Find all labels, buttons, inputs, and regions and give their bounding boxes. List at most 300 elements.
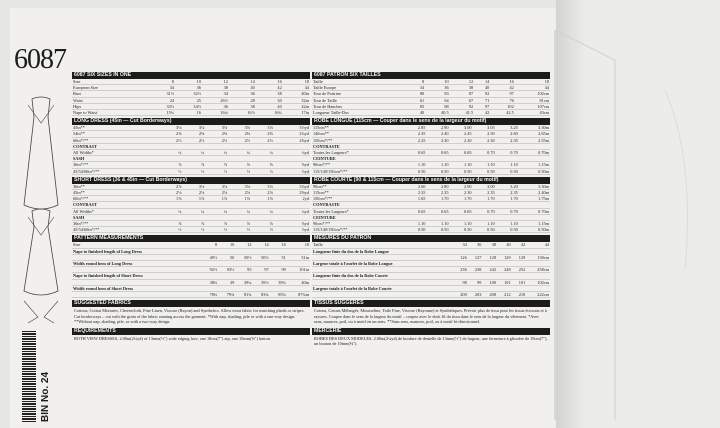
- table-cell: 45/54/60in*/**: [72, 227, 160, 233]
- requirements-text: BOTH VIEW DRESSES, 2.00m(2¼yd) of 13mm(½") wide edging lace, one 18cm(7") zip, one 10mm(⅜") button.: [74, 335, 272, 341]
- table-cell: CEINTURE: [312, 156, 403, 162]
- table-cell: 32in: [283, 97, 310, 103]
- table-cell: 92: [474, 91, 490, 97]
- table-cell: ¼: [182, 150, 205, 156]
- table-cell: 107cm: [515, 103, 550, 109]
- table-cell: Taille: [312, 79, 409, 85]
- table-cell: 64: [425, 97, 449, 103]
- table-cell: 1⅞: [251, 196, 274, 202]
- table-cell: Width round hem of Long Dress: [72, 261, 201, 267]
- table-cell: 43cm: [515, 110, 550, 116]
- table-cell: 0.70: [473, 208, 496, 214]
- table-cell: Toutes les Largeurs*: [312, 150, 403, 156]
- table-cell: 44: [526, 242, 550, 248]
- table-cell: ⅞yd: [274, 221, 310, 227]
- table-cell: 0.65: [449, 150, 472, 156]
- table-cell: 203: [468, 292, 483, 298]
- table-cell: Tour de Hanches: [312, 103, 409, 109]
- table-cell: 60in*/**: [72, 196, 160, 202]
- table-cell: 0.50m: [519, 168, 550, 174]
- short-dress-table: [72, 184, 310, 234]
- long-dress-title: ROBE LONGUE (115cm — Couper dans le sens de la largeur du motif): [312, 118, 550, 125]
- table-cell: ¼: [251, 208, 274, 214]
- table-cell: 2⅜: [251, 131, 274, 137]
- table-row: [72, 110, 310, 116]
- table-cell: 102cm: [526, 279, 550, 285]
- table-cell: 150cm*/**: [312, 196, 403, 202]
- table-cell: 41.5: [450, 110, 474, 116]
- table-cell: 8: [148, 79, 175, 85]
- table-cell: 2.25: [403, 137, 426, 143]
- table-cell: 16¾: [256, 110, 283, 116]
- table-cell: 258cm: [526, 267, 550, 273]
- table-cell: 10: [218, 242, 235, 248]
- table-cell: 2.35: [403, 190, 426, 196]
- table-cell: 36in*/**: [72, 221, 160, 227]
- table-cell: 0.70: [496, 150, 519, 156]
- table-cell: 16: [256, 79, 283, 85]
- table-cell: ½yd: [274, 168, 310, 174]
- table-cell: 38: [256, 91, 283, 97]
- table-cell: 3⅛: [205, 125, 228, 131]
- table-cell: 1⅞: [205, 196, 228, 202]
- barcode: [22, 330, 36, 422]
- table-cell: ½: [205, 168, 228, 174]
- table-cell: 2.90: [449, 184, 472, 190]
- table-cell: 2½: [182, 137, 205, 143]
- table-cell: 87¾in: [287, 292, 310, 298]
- table-cell: 2.50: [473, 131, 496, 137]
- table-cell: 0.50: [426, 168, 449, 174]
- table-cell: 10: [175, 79, 202, 85]
- table-cell: 61: [409, 97, 425, 103]
- dress-back-view-sketches: [18, 95, 64, 325]
- table-cell: ⅞: [160, 162, 183, 168]
- table-cell: 38: [450, 85, 474, 91]
- table-cell: 50: [218, 254, 235, 260]
- table-cell: 0.65: [403, 208, 426, 214]
- table-cell: 128: [482, 254, 497, 260]
- table-cell: 115cm**: [312, 125, 403, 131]
- table-cell: 40.5: [425, 110, 449, 116]
- table-cell: 0.50: [473, 227, 496, 233]
- table-cell: 1.15m: [519, 162, 550, 168]
- table-cell: 50½: [252, 254, 269, 260]
- table-cell: 34: [453, 242, 468, 248]
- table-cell: 51: [270, 254, 287, 260]
- table-cell: 97: [474, 103, 490, 109]
- table-cell: 3⅛: [160, 125, 183, 131]
- table-cell: 0.65: [403, 150, 426, 156]
- table-cell: Largeur totale à l'ourlet de la Robe Courte: [312, 285, 453, 291]
- table-cell: 2½: [160, 137, 183, 143]
- table-cell: 2⅝yd: [274, 137, 310, 143]
- table-cell: 14: [252, 242, 269, 248]
- table-cell: 3⅛: [251, 125, 274, 131]
- table-cell: CONTRASTE: [312, 202, 403, 208]
- table-cell: 14: [474, 79, 490, 85]
- table-cell: 129: [512, 254, 527, 260]
- table-cell: 2.60: [496, 131, 519, 137]
- table-cell: CONTRASTE: [312, 143, 403, 149]
- long-dress-table: [312, 125, 550, 175]
- table-cell: 83¾: [252, 292, 269, 298]
- table-cell: ½yd: [274, 227, 310, 233]
- table-cell: 99: [270, 267, 287, 273]
- table-cell: 2½: [205, 137, 228, 143]
- measurements-table: [312, 242, 550, 298]
- table-cell: 1.70: [449, 196, 472, 202]
- table-cell: 0.50m: [519, 227, 550, 233]
- table-cell: 92½: [201, 267, 218, 273]
- table-cell: 34: [409, 85, 425, 91]
- table-cell: Largeur totale à l'ourlet de la Robe Longue: [312, 261, 453, 267]
- table-cell: 0.65: [426, 208, 449, 214]
- table-row: [312, 227, 550, 233]
- table-cell: 78¾: [201, 292, 218, 298]
- table-cell: 42.5: [490, 110, 514, 116]
- table-cell: 3½yd: [274, 125, 310, 131]
- table-cell: 208: [482, 292, 497, 298]
- table-cell: 36: [425, 85, 449, 91]
- fabrics-text: Cotons, Cotons Mélangés, Mousseline, Toile Fine, Viscose (Rayonne) et Synthétiques. Prévoir plus de tissu pour les tissus écossais et à rayures. Coupez dans le sens de la largeur du motif – coupez avec le droit fil du tissu dans le sens de la largeur du vêtement. *Avec sens, nuances, poil, ou à motif en un sens. **Sans sens, nuances, poil, ou à motif bi-directionnel.: [314, 308, 547, 325]
- table-cell: ⅞: [251, 221, 274, 227]
- table-cell: 16: [270, 242, 287, 248]
- table-cell: Waist: [72, 97, 148, 103]
- table-cell: 98: [453, 279, 468, 285]
- table-cell: 18: [283, 79, 310, 85]
- table-cell: 248: [497, 267, 512, 273]
- table-cell: 45/54/60in*/**: [72, 168, 160, 174]
- table-cell: ¼: [228, 208, 251, 214]
- table-cell: 1.15m: [519, 221, 550, 227]
- table-cell: 126: [453, 254, 468, 260]
- sizes-title: 6087 PATRON SIX TAILLES: [312, 72, 550, 79]
- table-cell: 3⅛yd: [274, 184, 310, 190]
- table-cell: Tour de Taille: [312, 97, 409, 103]
- table-cell: 50½: [235, 254, 252, 260]
- table-cell: 2.65m: [519, 131, 550, 137]
- table-cell: 36: [175, 85, 202, 91]
- table-cell: 16½: [229, 110, 256, 116]
- table-cell: 85: [409, 103, 425, 109]
- table-cell: 102cm: [515, 91, 550, 97]
- table-cell: 150cm*/**: [312, 137, 403, 143]
- table-cell: 93½: [218, 267, 235, 273]
- table-cell: 40in: [283, 91, 310, 97]
- table-cell: European Size: [72, 85, 148, 91]
- table-cell: 2⅜: [160, 131, 183, 137]
- table-cell: 36in*/**: [72, 162, 160, 168]
- table-cell: 2¾yd: [274, 131, 310, 137]
- table-cell: 36: [202, 103, 229, 109]
- table-cell: ½: [228, 227, 251, 233]
- table-cell: 12: [202, 79, 229, 85]
- table-cell: 0.70m: [519, 150, 550, 156]
- table-cell: Bust: [72, 91, 148, 97]
- table-cell: 83: [425, 91, 449, 97]
- table-cell: 30: [256, 97, 283, 103]
- table-cell: Taille Europe: [312, 85, 409, 91]
- table-cell: 0.65: [449, 208, 472, 214]
- fabrics-title: TISSUS SUGGERES: [312, 300, 550, 307]
- table-cell: 1⅞: [228, 196, 251, 202]
- table-cell: 90cm**: [312, 184, 403, 190]
- table-cell: ⅞yd: [274, 162, 310, 168]
- table-cell: 88: [425, 103, 449, 109]
- table-cell: 2⅛: [182, 190, 205, 196]
- table-cell: 85¾: [270, 292, 287, 298]
- table-cell: 2.40m: [519, 190, 550, 196]
- table-cell: 2.55m: [519, 137, 550, 143]
- envelope-fold-lines: [545, 30, 715, 420]
- table-cell: 130cm: [526, 254, 550, 260]
- table-cell: ¼: [205, 150, 228, 156]
- table-cell: ¼: [251, 150, 274, 156]
- table-cell: 2⅜: [182, 131, 205, 137]
- table-cell: 12: [450, 79, 474, 85]
- table-cell: 32½: [175, 91, 202, 97]
- table-cell: 218: [512, 292, 527, 298]
- table-cell: 3⅛: [228, 125, 251, 131]
- table-cell: 36: [229, 91, 256, 97]
- table-cell: 12: [235, 242, 252, 248]
- table-cell: ½: [251, 168, 274, 174]
- table-cell: ⅞: [251, 162, 274, 168]
- table-cell: ¼yd: [274, 208, 310, 214]
- sizes-table: [312, 79, 550, 116]
- table-cell: 80: [409, 91, 425, 97]
- table-cell: 1⅞: [160, 196, 183, 202]
- table-cell: ⅞: [160, 221, 183, 227]
- table-cell: 2⅛: [205, 190, 228, 196]
- table-cell: 8: [201, 242, 218, 248]
- table-cell: 2.30: [449, 190, 472, 196]
- table-cell: 18: [515, 79, 550, 85]
- table-cell: 0.50: [403, 168, 426, 174]
- table-cell: 44: [515, 85, 550, 91]
- table-cell: 2½: [228, 137, 251, 143]
- table-cell: 39½: [252, 279, 269, 285]
- table-cell: ¼: [205, 208, 228, 214]
- table-cell: 2.30: [449, 137, 472, 143]
- table-cell: Taille: [312, 242, 453, 248]
- table-cell: 3⅛: [205, 184, 228, 190]
- table-cell: 1.10: [449, 162, 472, 168]
- table-cell: 1.10: [496, 162, 519, 168]
- measurements-table: [72, 242, 310, 298]
- table-cell: 90cm*/**: [312, 162, 403, 168]
- table-cell: 24: [148, 97, 175, 103]
- short-dress-table: [312, 184, 550, 234]
- table-cell: 34: [202, 91, 229, 97]
- table-cell: 1⅞: [182, 196, 205, 202]
- table-cell: 238: [468, 267, 483, 273]
- table-cell: 3⅛: [182, 125, 205, 131]
- table-cell: Longueur Taille-Dos: [312, 110, 409, 116]
- table-cell: 2.85: [403, 125, 426, 131]
- table-cell: 90cm*/**: [312, 221, 403, 227]
- table-cell: ¼: [228, 150, 251, 156]
- bin-number: BIN No. 24: [40, 371, 51, 422]
- table-cell: ¼yd: [274, 150, 310, 156]
- table-cell: ⅞: [205, 162, 228, 168]
- table-cell: CONTRAST: [72, 202, 160, 208]
- table-cell: 3.30m: [519, 125, 550, 131]
- table-cell: 38: [229, 103, 256, 109]
- table-cell: 2½: [251, 137, 274, 143]
- table-cell: ½: [160, 168, 183, 174]
- table-cell: 2.30: [473, 137, 496, 143]
- table-cell: 2⅜: [228, 131, 251, 137]
- table-cell: CONTRAST: [72, 143, 160, 149]
- table-cell: ½: [205, 227, 228, 233]
- table-cell: [312, 292, 453, 298]
- table-cell: 2.35: [426, 190, 449, 196]
- table-cell: 79¾: [218, 292, 235, 298]
- table-cell: 1.10: [403, 221, 426, 227]
- table-cell: 16¼: [202, 110, 229, 116]
- table-cell: 1.10: [449, 221, 472, 227]
- table-cell: ⅞: [228, 221, 251, 227]
- table-cell: 36in**: [72, 184, 160, 190]
- table-cell: Tour de Poitrine: [312, 91, 409, 97]
- table-cell: 10: [425, 79, 449, 85]
- table-cell: 1.70: [426, 196, 449, 202]
- table-cell: 2.35: [496, 137, 519, 143]
- table-cell: 1.10: [473, 162, 496, 168]
- table-cell: 115/140/150cm*/**: [312, 227, 403, 233]
- table-cell: 51in: [287, 254, 310, 260]
- table-cell: 42: [512, 242, 527, 248]
- table-cell: 2.90: [426, 125, 449, 131]
- table-cell: 3⅛: [228, 184, 251, 190]
- table-cell: 0.70: [473, 150, 496, 156]
- table-cell: ¼: [182, 208, 205, 214]
- table-cell: Longueur finie du dos de la Robe Longue: [312, 248, 453, 254]
- table-cell: 45in**: [72, 125, 160, 131]
- table-cell: 26½: [202, 97, 229, 103]
- table-cell: 1.10: [426, 221, 449, 227]
- table-cell: 42: [256, 85, 283, 91]
- table-cell: 0.50: [496, 168, 519, 174]
- table-cell: 3.20: [496, 184, 519, 190]
- table-cell: 3.30m: [519, 184, 550, 190]
- table-cell: 34½: [175, 103, 202, 109]
- table-cell: 38: [482, 242, 497, 248]
- short-dress-title: ROBE COURTE (90 & 115cm — Couper dans le sens de la largeur du motif): [312, 177, 550, 184]
- table-cell: 15¾: [148, 110, 175, 116]
- table-cell: 42in: [283, 103, 310, 109]
- table-cell: 40: [497, 242, 512, 248]
- table-cell: 1.10: [473, 221, 496, 227]
- table-cell: 252: [512, 267, 527, 273]
- table-cell: 60in*/**: [72, 137, 160, 143]
- table-cell: 0.50: [449, 227, 472, 233]
- measurements-title: PATTERN MEASUREMENTS: [72, 235, 310, 242]
- table-cell: 42: [474, 110, 490, 116]
- table-cell: 2yd: [274, 196, 310, 202]
- table-cell: 99: [468, 279, 483, 285]
- table-cell: 44: [283, 85, 310, 91]
- table-row: [72, 227, 310, 233]
- table-cell: 101in: [287, 267, 310, 273]
- table-cell: Toutes les Largeurs*: [312, 208, 403, 214]
- table-cell: 2.35: [473, 190, 496, 196]
- english-column: [72, 70, 310, 342]
- table-row: [72, 168, 310, 174]
- table-cell: 76: [490, 97, 514, 103]
- table-cell: 1.70: [473, 196, 496, 202]
- table-cell: 3⅛: [182, 184, 205, 190]
- table-cell: 45in**: [72, 190, 160, 196]
- french-column: [312, 70, 550, 347]
- table-cell: 2.35: [496, 190, 519, 196]
- table-cell: 67: [450, 97, 474, 103]
- table-cell: 95: [235, 267, 252, 273]
- table-cell: 3.05: [473, 125, 496, 131]
- table-cell: 97: [252, 267, 269, 273]
- table-cell: 38: [202, 85, 229, 91]
- table-cell: 140cm**: [312, 131, 403, 137]
- table-cell: 34: [148, 85, 175, 91]
- table-cell: ¼: [160, 208, 183, 214]
- table-cell: 2.45: [449, 131, 472, 137]
- table-cell: 2.40: [426, 131, 449, 137]
- table-cell: 39: [218, 279, 235, 285]
- table-cell: 242: [482, 267, 497, 273]
- sizes-table: [72, 79, 310, 116]
- table-cell: 3.00: [473, 184, 496, 190]
- table-cell: 127: [468, 254, 483, 260]
- table-cell: All Widths*: [72, 150, 160, 156]
- table-cell: 97: [490, 91, 514, 97]
- table-cell: 0.50: [473, 168, 496, 174]
- table-cell: 2⅛: [160, 190, 183, 196]
- table-cell: ⅞: [182, 162, 205, 168]
- table-cell: Nape to finished length of Short Dress: [72, 273, 201, 279]
- table-cell: 1.10: [426, 162, 449, 168]
- table-cell: 39¼: [235, 279, 252, 285]
- table-cell: 0.70m: [519, 208, 550, 214]
- table-cell: 25: [175, 97, 202, 103]
- table-row: [312, 292, 550, 298]
- table-cell: 39¾: [270, 279, 287, 285]
- short-dress-title: SHORT DRESS (36 & 45in — Cut Borderways): [72, 177, 310, 184]
- table-cell: 101: [512, 279, 527, 285]
- table-cell: 92: [450, 103, 474, 109]
- table-cell: 40: [229, 85, 256, 91]
- table-cell: 36: [468, 242, 483, 248]
- table-cell: 102: [490, 103, 514, 109]
- table-cell: 2⅜: [205, 131, 228, 137]
- table-cell: 2.30: [426, 137, 449, 143]
- table-cell: 1.10: [496, 221, 519, 227]
- table-cell: 16: [490, 79, 514, 85]
- table-cell: 101: [497, 279, 512, 285]
- table-cell: 14: [229, 79, 256, 85]
- table-cell: 2⅞: [160, 184, 183, 190]
- table-cell: 200: [453, 292, 468, 298]
- table-cell: 0.50: [496, 227, 519, 233]
- table-cell: ½: [251, 227, 274, 233]
- pattern-number: 6087: [14, 44, 66, 75]
- table-cell: 81cm: [515, 97, 550, 103]
- table-cell: 33½: [148, 103, 175, 109]
- table-cell: 42: [490, 85, 514, 91]
- table-cell: 0.50: [449, 168, 472, 174]
- table-cell: ½: [228, 168, 251, 174]
